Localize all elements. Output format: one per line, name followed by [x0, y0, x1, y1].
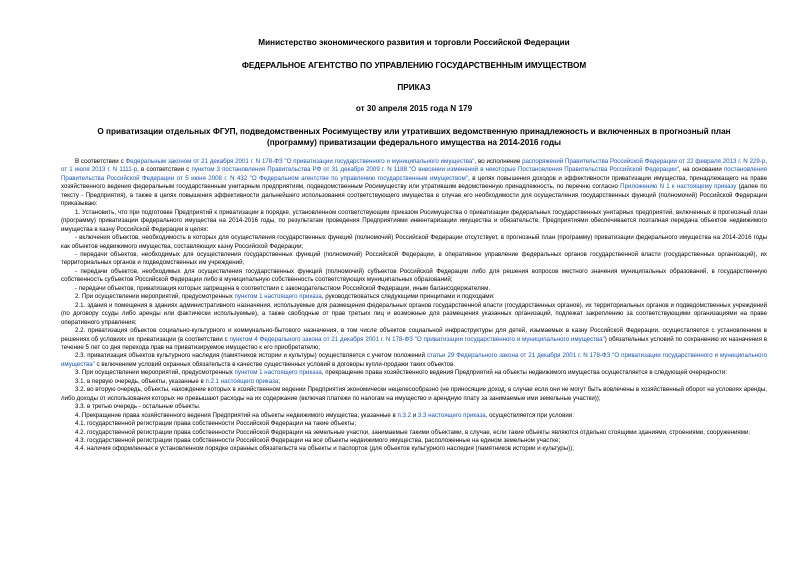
paragraph-text: и: [411, 411, 418, 419]
legal-reference-link[interactable]: распоряжений Правительства Российской Федерации от 22 февраля 2013 г. N 229-р: [522, 158, 766, 165]
legal-reference-link[interactable]: 3.3 настоящего приказа: [417, 411, 486, 419]
paragraph-text: 3.2. во вторую очередь, объекты, нахождение которых в хозяйственном ведении Предприятия экономически нецелесообразно (не приносящие доход, в случае если они не могут быть вовлечены в хозяйственный оборот на условиях аренды, либо доходы от использования которых не превышают расходы на их содержание (включая платежи по налогам на имущество и арендную плату за занимаемые ими земельные участки));: [61, 386, 767, 402]
paragraph: [61, 268, 767, 285]
paragraph-text: - передачи объектов, необходимых для осуществления государственных функций (полномочий) Российской Федерации, в оперативное управление федеральных органов государственной власти (государственных организаций), их территориальных органов и подведомственных им учреждений;: [61, 250, 767, 267]
paragraph: [61, 420, 767, 428]
legal-reference-link[interactable]: статьи 29 Федерального закона от 21 декабря 2001 г. N 178-ФЗ "О приватизации государственного и муниципального имущества": [61, 352, 767, 368]
legal-reference-link[interactable]: пунктом 1 настоящего приказа: [234, 293, 322, 301]
legal-reference-link[interactable]: Приложению N 1 к настоящему приказу: [620, 183, 737, 191]
ministry-heading: Министерство экономического развития и торговли Российской Федерации: [258, 38, 570, 47]
paragraph: [61, 386, 767, 403]
paragraph-text: , в соответствии с: [137, 166, 192, 174]
paragraph-text: 4.2. государственной регистрации права собственности Российской Федерации на земельные участки, занимаемые такими объектами, в случае, если такие объекты являются отдельно стоящими зданиями, строениями, сооружениями;: [75, 428, 751, 436]
paragraph: [61, 293, 767, 301]
date-number-heading: от 30 апреля 2015 года N 179: [355, 104, 473, 113]
paragraph-text: - передачи объектов, приватизация которых запрещена в соответствии с законодательством Российской Федерации, иным балансодержателям.: [75, 284, 491, 292]
paragraph-text: , прекращение права хозяйственного ведения Предприятий на объекты недвижимого имущества осуществляется в следующей очередности:: [321, 369, 728, 377]
paragraph: [61, 429, 767, 437]
paragraph: [61, 412, 767, 420]
paragraph-text: 4.3. государственной регистрации права собственности Российской Федерации на все объекты недвижимого имущества, расположенные на едином земельном участке;: [75, 436, 561, 444]
paragraph-text: , руководствоваться следующими принципами и подходами:: [321, 293, 495, 301]
paragraph-text: В соответствии с: [75, 158, 126, 165]
agency-heading: ФЕДЕРАЛЬНОЕ АГЕНТСТВО ПО УПРАВЛЕНИЮ ГОСУДАРСТВЕННЫМ ИМУЩЕСТВОМ: [241, 61, 587, 70]
legal-reference-link[interactable]: постановления Правительства Российской Федерации от 5 июня 2008 г. N 432 "О Федеральном агентстве по управлению государственным имуществом": [61, 166, 767, 182]
legal-reference-link[interactable]: от 1 июля 2013 г. N 1111-р: [61, 166, 138, 174]
legal-reference-link[interactable]: п.3.2: [397, 411, 412, 419]
paragraph-text: 4. Прекращение права хозяйственного ведения Предприятий на объекты недвижимого имущества, указанные в: [75, 411, 398, 419]
paragraph-text: ) обязательных условий по сохранению их назначения в течение 5 лет со дня перехода прав на приватизируемое имущество к его приобретателю;: [61, 335, 768, 351]
paragraph-text: 4.1. государственной регистрации права собственности Российской Федерации на такие объекты;: [75, 420, 357, 428]
paragraph: [61, 285, 767, 293]
legal-reference-link[interactable]: пунктом 4 Федерального закона от 21 декабря 2001 г. N 178-ФЗ "О приватизации государственного и муниципального имущества": [229, 335, 605, 343]
paragraph-text: ;: [278, 377, 281, 385]
paragraph: [61, 445, 767, 453]
paragraph-text: , на основании: [678, 166, 724, 174]
paragraph: [61, 209, 767, 234]
paragraph-text: - передачи объектов, необходимых для осуществления государственных функций (полномочий) субъектов Российской Федерации либо для решения вопросов местного значения муниципальных образований, в государственную собственность субъектов Российской Федерации либо в муниципальную собственность соответствующих муниципальных образований;: [61, 267, 767, 284]
paragraph-text: 3. При осуществлении мероприятий, предусмотренных: [75, 369, 235, 377]
paragraph-text: 2.1. здания и помещения в зданиях административного назначения, используемые для размещения федеральных органов государственной власти (государственных органов), их территориальных органов и подведомственных учреждений (по договору ссуды либо аренды или фактически используемые), а также свободные от прав третьих лиц и возможные для размещения указанных организаций, подлежат закреплению за соответствующими организациями на праве оперативного управления;: [61, 301, 767, 326]
doc-type-heading: ПРИКАЗ: [397, 83, 431, 92]
paragraph-text: 3.1. в первую очередь, объекты, указанные в: [75, 377, 206, 385]
paragraph: [61, 158, 767, 209]
document-body: [61, 158, 767, 454]
paragraph-text: 3.3. в третью очередь - остальные объекты.: [75, 403, 201, 411]
legal-reference-link[interactable]: пунктом 3 постановления Правительства РФ от 31 декабря 2009 г. N 1188 "О внесении изменений в некоторые Постановления Правительства Российской Федерации": [191, 166, 679, 174]
legal-reference-link[interactable]: Федеральным законом от 21 декабря 2001 г. N 178-ФЗ "О приватизации государственного и муниципального имущества": [125, 158, 475, 165]
paragraph-text: , осуществляется при условии:: [485, 411, 574, 419]
paragraph: [61, 378, 767, 386]
paragraph: [61, 251, 767, 268]
legal-reference-link[interactable]: пунктом 1 настоящего приказа: [234, 369, 322, 377]
paragraph: [61, 437, 767, 445]
paragraph-text: с включением условий охранных обязательств в качестве существенных условий в договоры купли-продажи таких объектов.: [94, 360, 456, 368]
paragraph-text: 2.3. приватизация объектов культурного наследия (памятников истории и культуры) осуществляется с учетом положений: [75, 352, 427, 360]
paragraph-text: 4.4. наличия оформленных в установленном порядке охранных обязательств на объекты и паспортов (для объектов культурного наследия (памятников истории и культуры));: [75, 445, 574, 453]
paragraph-text: 2.2. приватизация объектов социально-культурного и коммунально-бытового назначения, в том числе объектов социальной инфраструктуры для детей, изымаемых в казну Российской Федерации, осуществляется с установлением в решениях об условиях их приватизации (в соответствии с: [61, 327, 767, 343]
document-title: О приватизации отдельных ФГУП, подведомственных Росимуществу или утративших ведомственную принадлежность и включенных в прогнозный план (программу) приватизации федерального имущества на 2014-2016 годы: [97, 127, 731, 147]
paragraph-text: 1. Установить, что при подготовке Предприятий к приватизации в порядке, установленном соответствующим приказом Росимущества о приватизации федеральных государственных унитарных предприятий, включенных в прогнозный план (программу) приватизации федерального имущества на 2014-2016 годы, по результатам проведения Предприятиями инвентаризации имущества и обязательств, Предприятиями обеспечивается поэтапная передача объектов недвижимого имущества в казну Российской Федерации в целях:: [61, 208, 767, 233]
paragraph-text: , в целях повышения доходов и эффективности приватизации имущества, принадлежащего на праве хозяйственного ведения федеральным государственным унитарным предприятиям, подведомственным Росимуществу или утратившим ведомственную принадлежность, по перечню согласно: [61, 174, 767, 191]
paragraph: [61, 234, 767, 251]
paragraph-text: - включения объектов, необходимость в которых для осуществления государственных функций (полномочий) Российской Федерации отсутствует, в прогнозный план (программу) приватизации федерального имущества на 2014-2016 годы как объектов недвижимого имущества, составляющих казну Российской Федерации;: [61, 234, 767, 250]
paragraph: [61, 352, 767, 369]
paragraph-text: (далее по тексту - Предприятия), а также в целях повышения эффективности дальнейшего использования соответствующего имущества в случае его необходимости для осуществления государственных функций (полномочий) Российской Федерации приказываю:: [61, 183, 767, 208]
paragraph-text: 2. При осуществлении мероприятий, предусмотренных: [75, 293, 235, 301]
paragraph: [61, 302, 767, 327]
paragraph-text: , во исполнение: [474, 158, 523, 165]
paragraph: [61, 327, 767, 352]
paragraph-text: ,: [765, 158, 767, 165]
legal-reference-link[interactable]: п.2.1 настоящего приказа: [205, 377, 279, 385]
paragraph: [61, 403, 767, 411]
paragraph: [61, 369, 767, 377]
